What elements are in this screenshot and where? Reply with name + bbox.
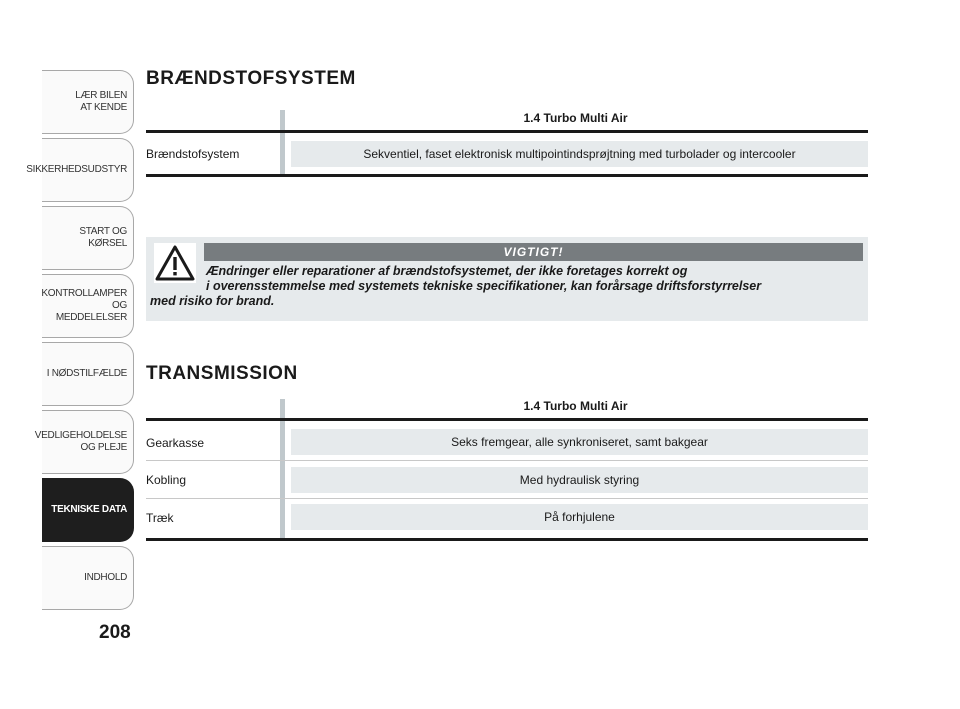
row-label-braendstofsystem: Brændstofsystem [146,147,240,161]
table-bottom-rule [146,174,868,177]
column-header-transmission: 1.4 Turbo Multi Air [523,399,628,413]
warning-line-1: Ændringer eller reparationer af brændstofsystemet, der ikke foretages korrekt og [206,264,688,278]
column-header-fuel: 1.4 Turbo Multi Air [523,111,628,125]
section-title-fuel: BRÆNDSTOFSYSTEM [146,68,356,89]
tab-label: VEDLIGEHOLDELSE OG PLEJE [34,430,127,453]
row-value-braendstofsystem: Sekventiel, faset elektronisk multipointindsprøjtning med turbolader og intercooler [291,141,868,167]
warning-text [150,264,860,309]
table-top-rule [146,130,868,133]
warning-line-2: i overensstemmelse med systemets tekniske specifikationer, kan forårsage driftsforstyrrelser [206,279,762,293]
row-value-traek: På forhjulene [291,504,868,530]
table-bottom-rule [146,538,868,541]
chapter-sidebar [26,70,134,614]
row-value-kobling: Med hydraulisk styring [291,467,868,493]
tab-indhold[interactable] [42,546,134,610]
tab-label: I NØDSTILFÆLDE [46,368,127,379]
warning-banner: VIGTIGT! [204,243,863,261]
row-separator [146,460,868,461]
tab-label: KONTROLLAMPER OG MEDDELELSER [41,288,127,323]
tab-label: INDHOLD [84,572,127,583]
tab-vedligeholdelse[interactable] [34,410,134,474]
row-value-gearkasse: Seks fremgear, alle synkroniseret, samt bakgear [291,429,868,455]
page-number: 208 [99,622,131,643]
section-title-transmission: TRANSMISSION [146,363,298,384]
tab-laer-bilen-at-kende[interactable] [42,70,134,134]
warning-line-3: med risiko for brand. [150,294,275,308]
tab-sikkerhedsudstyr[interactable] [26,138,134,202]
tab-kontrollamper[interactable] [42,274,134,338]
tab-label: START OG KØRSEL [79,226,127,249]
row-label-gearkasse: Gearkasse [146,436,205,450]
row-label-traek: Træk [146,511,174,525]
tab-label: SIKKERHEDSUDSTYR [26,164,127,175]
tab-tekniske-data[interactable] [42,478,134,542]
row-separator [146,498,868,499]
warning-box [146,237,868,321]
tab-label: LÆR BILEN AT KENDE [75,90,127,113]
tab-i-nodstilfaelde[interactable] [42,342,134,406]
table-top-rule [146,418,868,421]
row-label-kobling: Kobling [146,473,187,487]
tab-label: TEKNISKE DATA [51,504,127,515]
tab-start-og-korsel[interactable] [42,206,134,270]
